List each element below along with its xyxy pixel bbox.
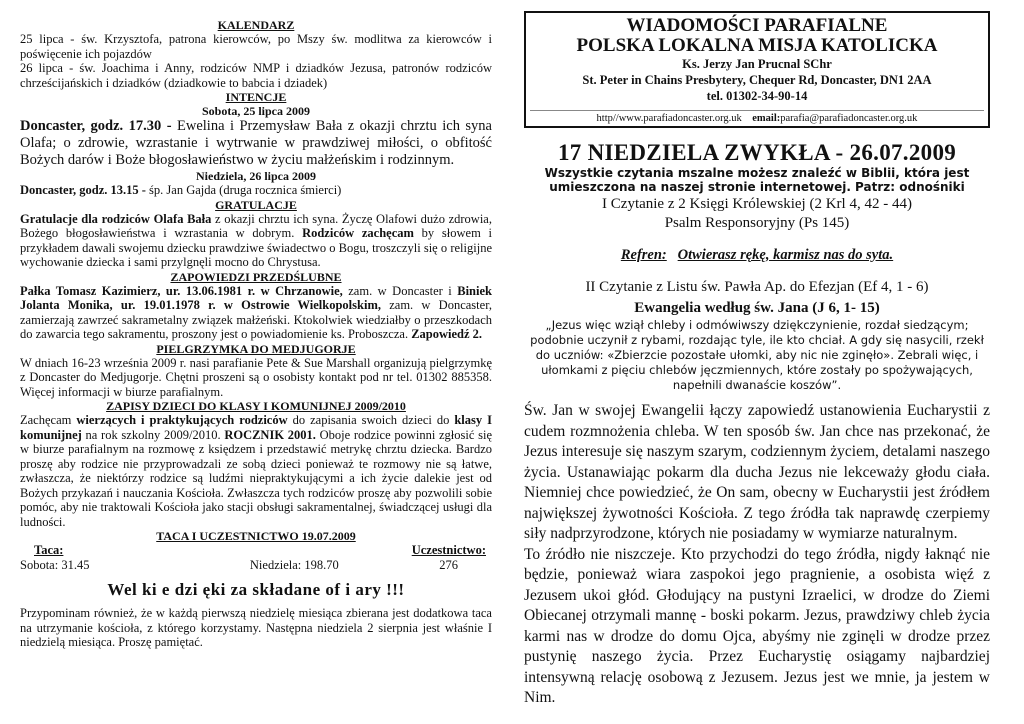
zapisy-heading: ZAPISY DZIECI DO KLASY I KOMUNIJNEJ 2009/2010 (106, 399, 406, 413)
left-column (20, 0, 492, 650)
kalendarz-item: 25 lipca - św. Krzysztofa, patrona kierowców, po Mszy św. modlitwa za kierowców i poświęcenie ich pojazdów (20, 32, 492, 61)
reminder-text: Przypominam również, że w każdą pierwszą niedzielę miesiąca zbierana jest dodatkowa taca na utrzymanie kościoła, z którego korzystamy. Następna niedziela 2 sierpnia jest właśnie I niedzielą miesiąca. Proszę pamiętać. (20, 606, 492, 649)
thanks-banner: Wel ki e dzi ęki za składane of i ary !!! (107, 580, 405, 599)
refren: Refren: Otwierasz rękę, karmisz nas do syta. (620, 246, 894, 263)
reading-2: II Czytanie z Listu św. Pawła Ap. do Efezjan (Ef 4, 1 - 6) (585, 279, 929, 295)
header-priest: Ks. Jerzy Jan Prucnal SChr (682, 57, 832, 71)
gratulacje-text: Gratulacje dla rodziców Olafa Bała z okazji chrztu ich syna. Życzę Olafowi dużo zdrowia, Bożego błogosławieństwa i wzrastania w dobrym. Rodziców zachęcam by słowem i przykładem dawali swojemu dziecku prawdziwe świadectwo o Bogu, troszczyli się o religijne wychowanie dziecka i sami przylgnęli mocno do Chrystusa. (20, 211, 492, 269)
sunday-title: 17 NIEDZIELA ZWYKŁA - 26.07.2009 (557, 140, 957, 165)
intencje-date: Sobota, 25 lipca 2009 (201, 104, 310, 118)
reading-1: I Czytanie z 2 Księgi Królewskiej (2 Krl 4, 42 - 44) (602, 196, 912, 212)
taca-sobota: Sobota: 31.45 (20, 557, 90, 572)
taca-header-row (20, 543, 492, 558)
header-contact (530, 110, 984, 126)
uczestnictwo-label: Uczestnictwo: (411, 543, 486, 557)
intencje-heading: INTENCJE (225, 90, 287, 104)
email-link[interactable]: parafia@parafiadoncaster.org.uk (780, 113, 918, 124)
taca-label: Taca: (34, 543, 64, 557)
kalendarz-heading: KALENDARZ (217, 18, 295, 32)
website-link[interactable]: http//www.parafiadoncaster.org.uk (596, 113, 742, 124)
zapisy-text: Zachęcam wierzących i praktykujących rodziców do zapisania swoich dzieci do klasy I komunijnej na rok szkolny 2009/2010. ROCZNIK 2001. Oboje rodzice powinni zgłosić się w biurze parafialnym na rozmowę z księdzem i przedstawić metrykę chrztu dziecka. Bardzo proszę aby rodzice nie przyprowadzali ze sobą dzieci ponieważ te rozmowy nie są łatwe, zwłaszcza, że niektórzy rodzice są ludźmi niepraktykującymi a ich życie dalekie jest od Bożych przykazań i nauczania Kościoła. Zwłaszcza tych rodziców proszę aby pozwolili sobie pomóc, aby nie traktowali Kościoła jako stacji obsługi sakramentalnej, świadczącej usługi dla ludności. (20, 413, 493, 529)
taca-values-row (20, 558, 492, 573)
gospel-title: Ewangelia według św. Jana (J 6, 1- 15) (634, 300, 880, 316)
mass-intention: Doncaster, godz. 13.15 - śp. Jan Gajda (druga rocznica śmierci) (20, 183, 342, 197)
header-title: WIADOMOŚCI PARAFIALNE (626, 15, 888, 36)
parish-header (524, 11, 990, 128)
right-column (524, 0, 990, 709)
header-tel: tel. 01302-34-90-14 (706, 89, 808, 103)
taca-heading: TACA I UCZESTNICTWO 19.07.2009 (156, 529, 356, 543)
kalendarz-item: 26 lipca - św. Joachima i Anny, rodziców NMP i dziadków Jezusa, patronów rodziców chrześcijańskich i dziadków (dziadkowie to babcia i dziadek) (20, 61, 492, 90)
header-subtitle: POLSKA LOKALNA MISJA KATOLICKA (576, 35, 938, 56)
taca-niedziela: Niedziela: 198.70 (249, 557, 339, 572)
gratulacje-heading: GRATULACJE (215, 197, 297, 212)
gospel-quote: „Jezus więc wziął chleby i odmówiwszy dziękczynienie, rozdał siedzącym; podobnie uczynił z rybami, rozdając tyle, ile kto chciał. A gdy się nasycili, rzekł do uczniów: «Zbierzcie pozostałe ułomki, aby nic nie zginęło». Zebrali więc, i ułomkami z pięciu chlebów jęczmiennych, które zostały po spożywających, napełnili dwanaście koszów”. (530, 318, 984, 392)
mass-intention: Doncaster, godz. 17.30 - Ewelina i Przemysław Bała z okazji chrztu ich syna Olafa; o zdrowie, wzrastanie i wytrwanie w prawdziwej miłości, o obfitość Bożych darów i Boże błogosławieństwo w życiu małżeńskim i rodzinnym. (20, 118, 492, 168)
homily-paragraph: To źródło nie niszczeje. Kto przychodzi do tego źródła, nigdy łaknąć nie będzie, ponieważ wiara zaspokoi jego pragnienie, a osobista więź z Jezusem ukoi głód. Głodujący na pustyni Izraelici, w drodze do Ziemi Obiecanej otrzymali mannę - boski pokarm. Jezus, prawdziwy chleb życia karmi nas w drodze do domu Ojca, abyśmy nie zginęli w drodze przez pustynię naszego życia. Przez Eucharystię osiągamy najbardziej intensywną relację osobową z Jezusem. Jezus jest we mnie, ja jestem w Nim. (524, 545, 990, 706)
intencje-date: Niedziela, 26 lipca 2009 (196, 169, 316, 183)
pielgrzymka-heading: PIELGRZYMKA DO MEDJUGORJE (156, 341, 356, 356)
pielgrzymka-text: W dniach 16-23 września 2009 r. nasi parafianie Pete & Sue Marshall organizują pielgrzymkę z Doncaster do Medjugorje. Chętni proszeni są o osobisty kontakt pod nr tel. 01302 885358. Więcej informacji w biurze parafialnym. (20, 355, 492, 399)
header-address: St. Peter in Chains Presbytery, Chequer Rd, Doncaster, DN1 2AA (582, 73, 932, 87)
homily-paragraph: Św. Jan w swojej Ewangelii łączy zapowiedź ustanowienia Eucharystii z cudem rozmnożenia chleba. W ten sposób św. Jan chce nas przekonać, że Jezus interesuje się naszym szarym, codziennym życiem, detalami naszego życia. Ustanawiając pokarm dla ducha Jezus nie lekceważy głodu ciała. Niemniej chce powiedzieć, że On sam, obecny w Eucharystii jest źródłem największej żywotności Kościoła. Z tego źródła tak naprawdę czerpiemy siły nadprzyrodzone, których nie posiadamy w wymiarze naturalnym. (524, 402, 990, 542)
uczestnictwo-value: 276 (439, 557, 458, 572)
psalm: Psalm Responsoryjny (Ps 145) (664, 215, 850, 231)
readings-info: Wszystkie czytania mszalne możesz znaleźć w Biblii, która jest umieszczona na naszej stronie internetowej. Patrz: odnośniki (544, 166, 970, 194)
zapowiedzi-text: Pałka Tomasz Kazimierz, ur. 13.06.1981 r. w Chrzanowie, zam. w Doncaster i Biniek Jolanta Monika, ur. 19.01.1978 r. w Ostrowie Wielkopolskim, zam. w Doncaster, zamierzają zawrzeć sakrametalny związek małżeński. Ktokolwiek wiedziałby o przeszkodach do zawarcia tego sakramentu, proszony jest o powiadomienie ks. Proboszcza. Zapowiedź 2. (20, 283, 492, 341)
email-label: email: (752, 113, 781, 124)
zapowiedzi-heading: ZAPOWIEDZI PRZEDŚLUBNE (170, 269, 342, 284)
